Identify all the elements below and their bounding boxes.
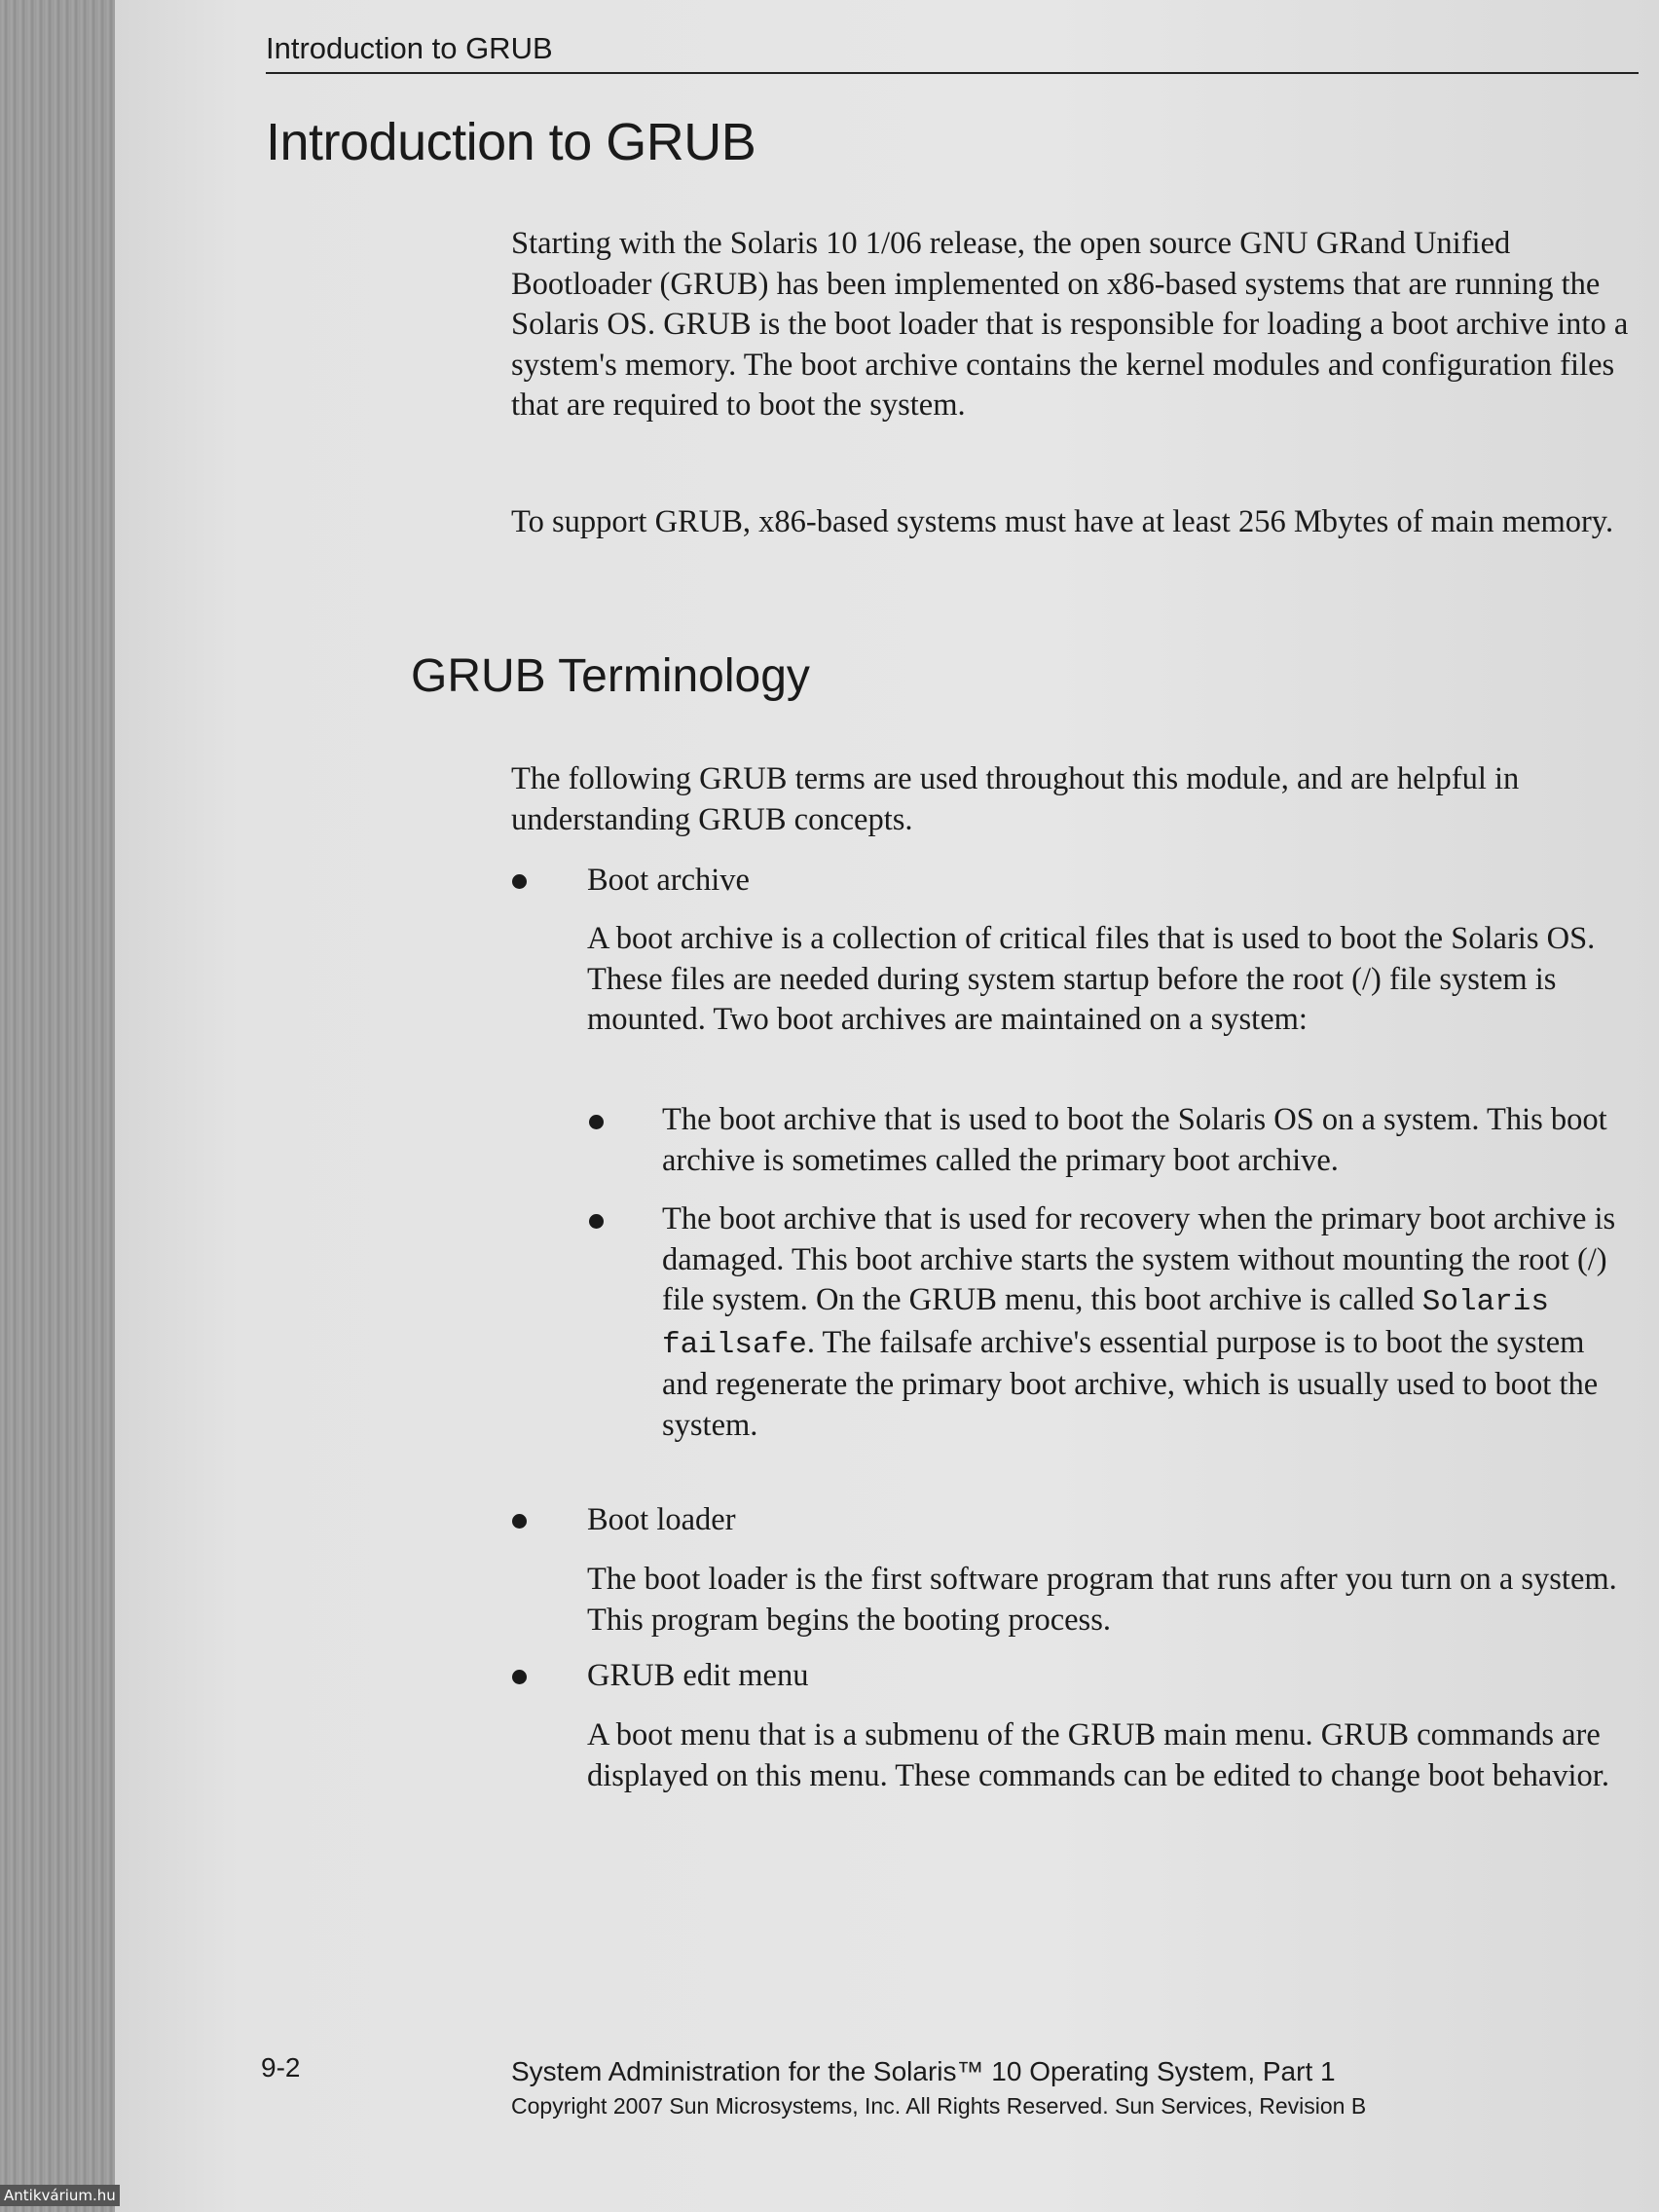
section-title: Introduction to GRUB <box>266 113 756 171</box>
primary-boot-archive-item: The boot archive that is used to boot the Solaris OS on a system. This boot archive is sometimes called the primary boot archive. <box>662 1102 1607 1178</box>
sub-bullet-dot <box>589 1115 604 1129</box>
copyright-line: Copyright 2007 Sun Microsystems, Inc. All Rights Reserved. Sun Services, Revision B <box>511 2093 1367 2119</box>
term-boot-loader: Boot loader <box>587 1502 736 1537</box>
bullet-dot <box>512 1670 527 1684</box>
sub-bullet-dot <box>589 1214 604 1229</box>
subsection-title: GRUB Terminology <box>411 650 810 702</box>
page-number: 9-2 <box>261 2052 301 2083</box>
running-head: Introduction to GRUB <box>266 31 1639 74</box>
intro-paragraph: Starting with the Solaris 10 1/06 release, the open source GNU GRand Unified Bootloader (GRUB) has been implemented on x86-based systems that are running the Solaris OS. GRUB is the boot loader that is responsible for loading a boot archive into a system's memory. The boot archive contains the kernel modules and configuration files that are required to boot the system. <box>511 226 1629 423</box>
book-title: System Administration for the Solaris™ 10 Operating System, Part 1 <box>511 2056 1336 2086</box>
term-boot-archive: Boot archive <box>587 863 750 898</box>
terminology-intro: The following GRUB terms are used throughout this module, and are helpful in understanding GRUB concepts. <box>511 761 1520 837</box>
term-boot-archive-description: A boot archive is a collection of critical files that is used to boot the Solaris OS. These files are needed during system startup before the root (/) file system is mounted. Two boot archives are maintained on a system: <box>587 921 1596 1037</box>
failsafe-text-before: The boot archive that is used for recovery when the primary boot archive is damaged. This boot archive starts the system without mounting the root (/) file system. On the GRUB menu, this boot archive is called <box>662 1201 1616 1317</box>
failsafe-text-after: . The failsafe archive's essential purpose is to boot the system and regenerate the primary boot archive, which is usually used to boot the system. <box>662 1324 1599 1443</box>
memory-paragraph: To support GRUB, x86-based systems must have at least 256 Mbytes of main memory. <box>511 504 1614 539</box>
term-boot-loader-description: The boot loader is the first software program that runs after you turn on a system. This program begins the booting process. <box>587 1562 1617 1638</box>
book-binding-edge <box>0 0 117 2212</box>
bullet-dot <box>512 1514 527 1529</box>
failsafe-code: Solaris failsafe <box>662 1285 1549 1362</box>
failsafe-boot-archive-item <box>662 1199 1636 1446</box>
watermark: Antikvárium.hu <box>0 2185 120 2206</box>
bullet-dot <box>512 874 527 889</box>
term-grub-edit-menu-description: A boot menu that is a submenu of the GRUB main menu. GRUB commands are displayed on this menu. These commands can be edited to change boot behavior. <box>587 1717 1609 1793</box>
term-grub-edit-menu: GRUB edit menu <box>587 1658 809 1693</box>
